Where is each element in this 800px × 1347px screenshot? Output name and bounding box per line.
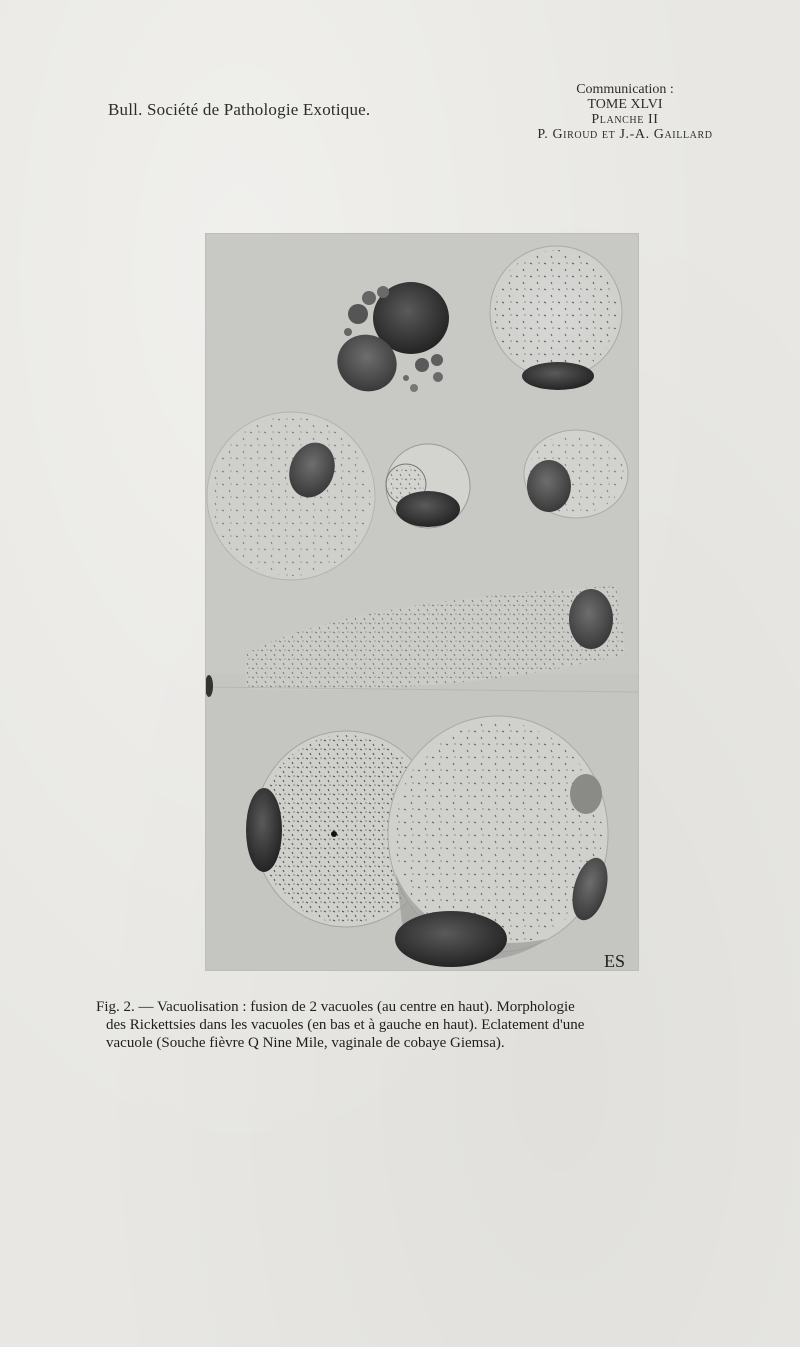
caption-line-2: des Rickettsies dans les vacuoles (en bas et à gauche en haut). Eclatement d'une (106, 1017, 585, 1033)
figure-caption (96, 998, 746, 1052)
planche-label: Planche II (591, 112, 659, 127)
artist-signature: ES (604, 951, 626, 970)
microscopy-illustration (206, 234, 638, 970)
authors-label: P. Giroud et J.-A. Gaillard (537, 127, 713, 142)
journal-title: Bull. Société de Pathologie Exotique. (108, 100, 371, 119)
microscopy-plate-figure (206, 234, 638, 970)
communication-block (520, 82, 730, 142)
vacuole-fusion-center (386, 444, 470, 528)
tome-label: TOME XLVI (587, 97, 663, 112)
caption-line-1: Fig. 2. — Vacuolisation : fusion de 2 vacuoles (au centre en haut). Morphologie (96, 999, 575, 1015)
vacuole-middle-right (524, 430, 628, 518)
vacuole-middle-left (207, 412, 375, 580)
communication-label: Communication : (576, 82, 674, 97)
caption-line-3: vacuole (Souche fièvre Q Nine Mile, vaginale de cobaye Giemsa). (106, 1035, 505, 1051)
